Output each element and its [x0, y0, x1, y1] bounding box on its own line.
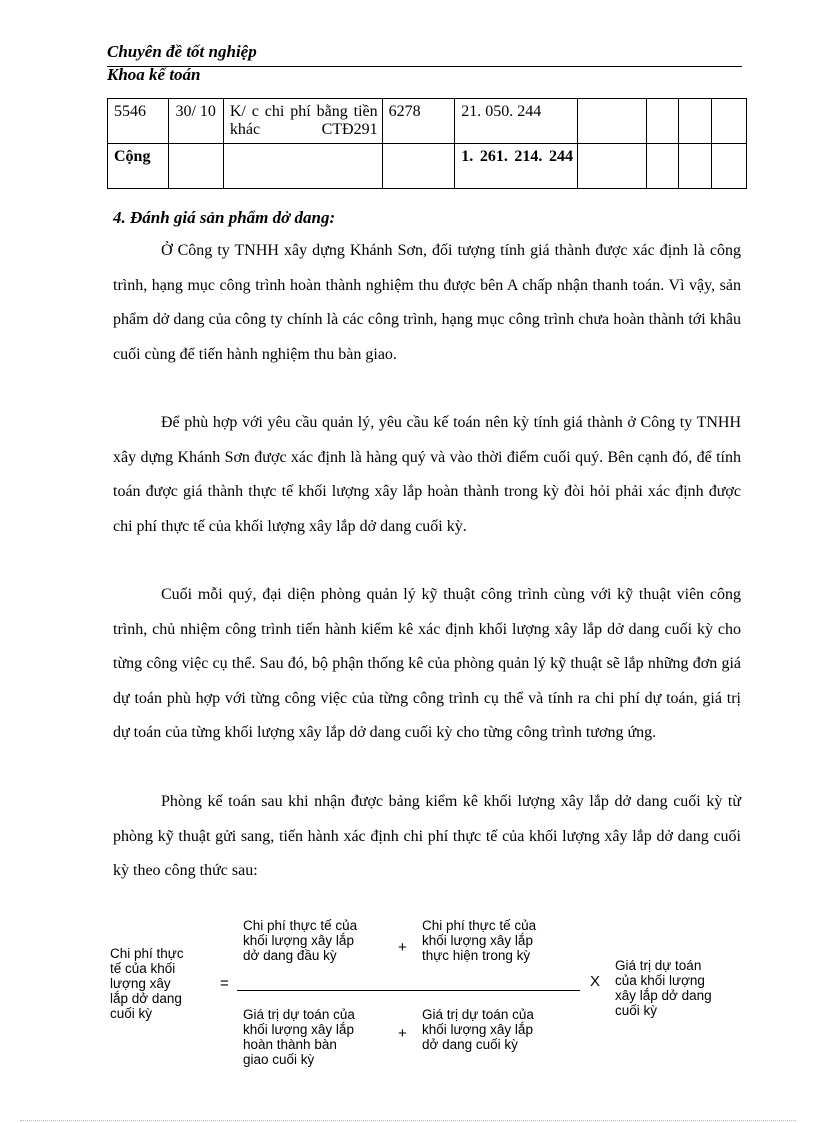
total-amount-cell: 1. 261. 214. 244 [455, 144, 578, 189]
paragraph [113, 785, 741, 889]
department-name: Khoa kế toán [107, 65, 201, 84]
empty-cell [679, 144, 712, 189]
formula-text: lượng xây [110, 976, 171, 991]
formula-text: giao cuối kỳ [243, 1052, 315, 1067]
formula-text: tế của khối [110, 961, 176, 976]
numerator-term-1 [243, 918, 357, 963]
formula-text: cuối kỳ [110, 1006, 153, 1021]
paragraph [113, 578, 741, 751]
paragraph [113, 406, 741, 544]
empty-cell [223, 144, 382, 189]
empty-cell [646, 144, 679, 189]
account-cell: 6278 [382, 99, 455, 144]
formula-text: của khối lượng [615, 973, 705, 988]
multiply-sign: X [590, 973, 601, 990]
formula-text: Chi phí thực tế của [243, 918, 358, 933]
plus-sign: + [398, 939, 407, 956]
empty-cell [711, 144, 746, 189]
fraction-bar [237, 990, 580, 991]
paragraph-text: Ở Công ty TNHH xây dựng Khánh Sơn, đối tượng tính giá thành được xác định là công trình, hạng mục công trình hoàn thành nghiệm thu được bên A chấp nhận thanh toán. Vì vậy, sản phẩm dở dang của công ty chính là các công trình, hạng mục công trình chưa hoàn thành tới khâu cuối cùng để tiến hành nghiệm thu bàn giao. [113, 242, 741, 363]
amount-cell: 21. 050. 244 [455, 99, 578, 144]
date-cell: 30/ 10 [169, 99, 223, 144]
formula-text: hoàn thành bàn [243, 1037, 337, 1052]
header-rule [107, 66, 742, 67]
table-row [108, 99, 747, 144]
document-title: Chuyên đề tốt nghiệp [107, 42, 257, 61]
formula-text: lắp dở dang [110, 991, 182, 1006]
paragraph-text: Để phù hợp với yêu cầu quản lý, yêu cầu kế toán nên kỳ tính giá thành ở Công ty TNHH xây dựng Khánh Sơn được xác định là hàng quý và vào thời điểm cuối quý. Bên cạnh đó, để tính toán được giá thành thực tế khối lượng xây lắp hoàn thành trong kỳ đòi hỏi phải xác định được chi phí thực tế của khối lượng xây lắp dở dang cuối kỳ. [113, 414, 741, 535]
section-heading: 4. Đánh giá sản phẩm dở dang: [113, 208, 336, 227]
empty-cell [577, 144, 646, 189]
formula-lhs [110, 946, 184, 1021]
formula-text: dở dang đầu kỳ [243, 948, 337, 963]
formula-text: dở dang cuối kỳ [422, 1037, 518, 1052]
formula-text: khối lượng xây lắp [243, 933, 354, 948]
formula-text: Giá trị dự toán của [422, 1007, 534, 1022]
ledger-table [107, 98, 747, 189]
formula-text: thực hiện trong kỳ [422, 948, 531, 963]
denominator-term-1 [243, 1007, 355, 1067]
voucher-number-cell: 5546 [108, 99, 169, 144]
empty-cell [382, 144, 455, 189]
formula-text: khối lượng xây lắp [422, 933, 533, 948]
empty-cell [711, 99, 746, 144]
formula-text: khối lượng xây lắp [422, 1022, 533, 1037]
paragraph-text: Cuối mỗi quý, đại diện phòng quản lý kỹ thuật công trình cùng với kỹ thuật viên công trình, chủ nhiệm công trình tiến hành kiểm kê xác định khối lượng xây lắp dở dang cuối kỳ cho từng công việc cụ thể. Sau đó, bộ phận thống kê của phòng quản lý kỹ thuật sẽ lắp những đơn giá dự toán phù hợp với từng công việc của từng công trình cụ thể và tính ra chi phí dự toán, giá trị dự toán của từng khối lượng xây lắp dở dang cuối kỳ cho từng công trình tương ứng. [113, 586, 741, 741]
page-bottom-rule [20, 1120, 796, 1121]
numerator-term-2 [422, 918, 536, 963]
equals-sign: = [220, 975, 229, 992]
formula-text: Giá trị dự toán [615, 958, 702, 973]
total-label-cell: Cộng [108, 144, 169, 189]
formula-rhs [615, 958, 712, 1018]
formula-text: Giá trị dự toán của [243, 1007, 355, 1022]
formula-text: xây lắp dở dang [615, 988, 712, 1003]
empty-cell [169, 144, 223, 189]
formula-text: cuối kỳ [615, 1003, 658, 1018]
empty-cell [577, 99, 646, 144]
paragraph-text: Phòng kế toán sau khi nhận được bảng kiểm kê khối lượng xây lắp dở dang cuối kỳ từ phòng kỹ thuật gửi sang, tiến hành xác định chi phí thực tế của khối lượng xây lắp dở dang cuối kỳ theo công thức sau: [113, 793, 741, 879]
empty-cell [646, 99, 679, 144]
table-total-row [108, 144, 747, 189]
formula-text: Chi phí thực tế của [422, 918, 537, 933]
formula-text: Chi phí thực [110, 946, 184, 961]
plus-sign: + [398, 1025, 407, 1042]
description-cell: K/ c chi phí bằng tiền khác CTĐ291 [223, 99, 382, 144]
denominator-term-2 [422, 1007, 534, 1052]
formula-text: khối lượng xây lắp [243, 1022, 354, 1037]
empty-cell [679, 99, 712, 144]
paragraph [113, 234, 741, 372]
